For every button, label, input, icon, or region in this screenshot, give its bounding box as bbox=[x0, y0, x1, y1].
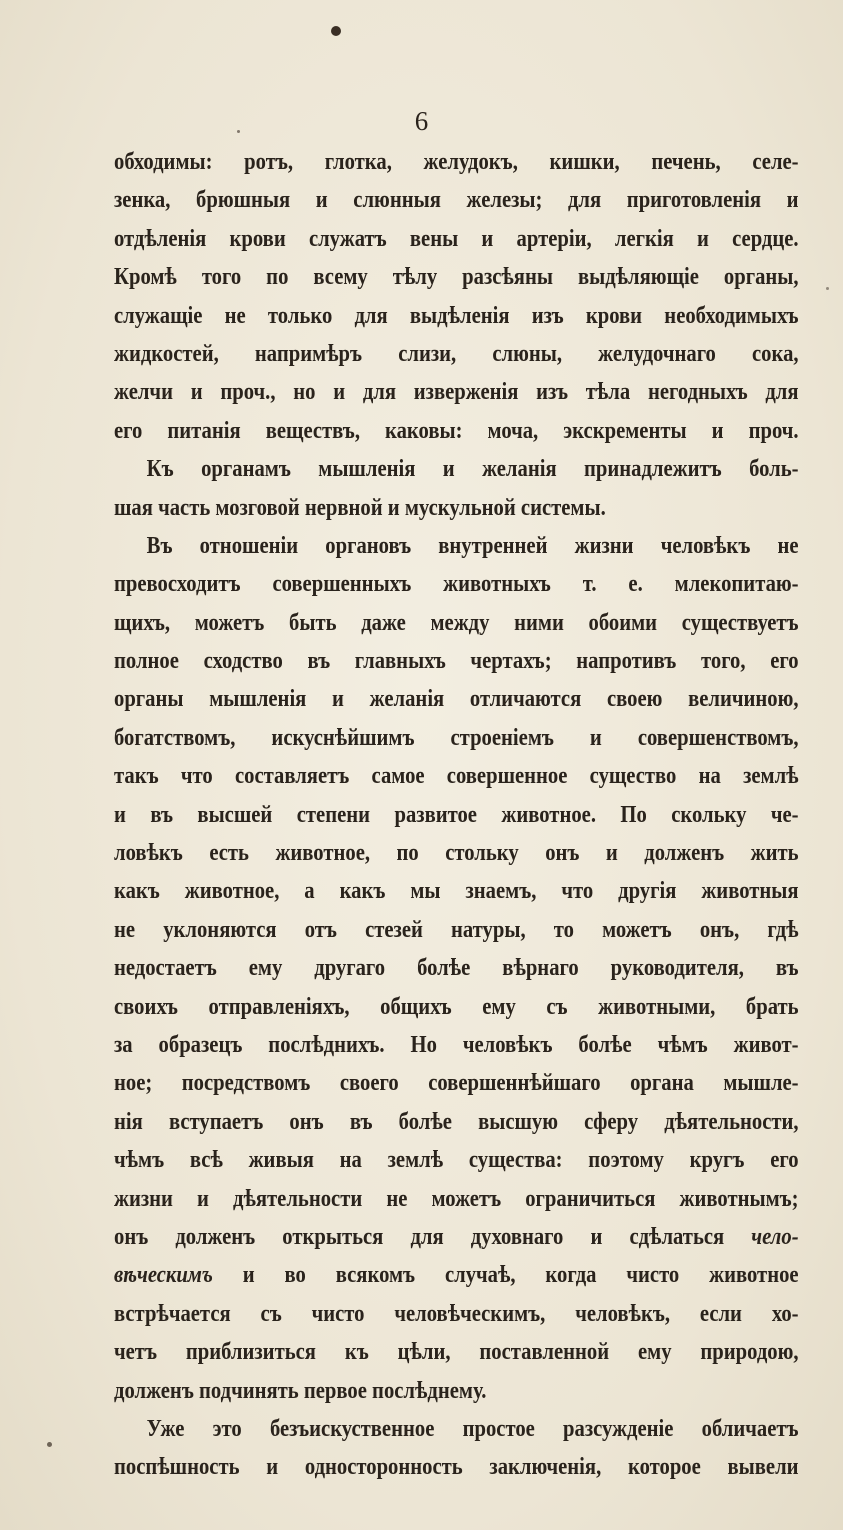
text-line: его питанія веществъ, каковы: моча, экскременты и проч. bbox=[114, 417, 799, 444]
text-line: зенка, брюшныя и слюнныя железы; для приготовленія и bbox=[114, 187, 799, 214]
text-line: полное сходство въ главныхъ чертахъ; напротивъ того, его bbox=[114, 648, 799, 675]
page-number: 6 bbox=[414, 106, 429, 136]
text-line: жидкостей, напримѣръ слизи, слюны, желудочнаго сока, bbox=[114, 340, 799, 367]
italic-word: вѣческимъ bbox=[114, 1262, 213, 1289]
paragraph-first-line: Къ органамъ мышленія и желанія принадлежитъ боль- bbox=[146, 456, 799, 483]
text-line: четъ приблизиться къ цѣли, поставленной ему природою, bbox=[114, 1339, 799, 1366]
text-line: такъ что составляетъ самое совершенное существо на землѣ bbox=[114, 763, 799, 790]
text-line: своихъ отправленіяхъ, общихъ ему съ животными, брать bbox=[114, 993, 799, 1020]
text-line: органы мышленія и желанія отличаются своею величиною, bbox=[114, 686, 799, 713]
text-line: долженъ подчинять первое послѣднему. bbox=[114, 1377, 487, 1404]
text-line: чѣмъ всѣ живыя на землѣ существа: поэтому кругъ его bbox=[114, 1147, 799, 1174]
text-line: ное; посредствомъ своего совершеннѣйшаго органа мышле- bbox=[114, 1070, 799, 1097]
text-line bbox=[114, 1256, 799, 1294]
text-line: за образецъ послѣднихъ. Но человѣкъ болѣе чѣмъ живот- bbox=[114, 1031, 799, 1058]
text-line: не уклоняются отъ стезей натуры, то можетъ онъ, гдѣ bbox=[114, 916, 799, 943]
text-line: щихъ, можетъ быть даже между ними обоими существуетъ bbox=[114, 609, 799, 636]
ink-spot bbox=[331, 26, 341, 36]
text-fragment: и во всякомъ случаѣ, когда чисто животное bbox=[242, 1262, 799, 1289]
text-line: недостаетъ ему другаго болѣе вѣрнаго руководителя, въ bbox=[114, 955, 799, 982]
text-line: встрѣчается съ чисто человѣческимъ, человѣкъ, если хо- bbox=[114, 1300, 799, 1327]
italic-word: чело- bbox=[751, 1223, 799, 1250]
text-line: превосходитъ совершенныхъ животныхъ т. е. млекопитаю- bbox=[114, 571, 799, 598]
paragraph-first-line: Въ отношеніи органовъ внутренней жизни человѣкъ не bbox=[146, 532, 799, 559]
text-line: желчи и проч., но и для изверженія изъ тѣла негодныхъ для bbox=[114, 379, 799, 406]
text-line: служащіе не только для выдѣленія изъ крови необходимыхъ bbox=[114, 302, 799, 329]
text-line: и въ высшей степени развитое животное. По скольку че- bbox=[114, 801, 799, 828]
text-line: ловѣкъ есть животное, по стольку онъ и долженъ жить bbox=[114, 840, 799, 867]
text-line: богатствомъ, искуснѣйшимъ строеніемъ и совершенствомъ, bbox=[114, 724, 799, 751]
text-line: поспѣшность и односторонность заключенія, которое вывели bbox=[114, 1454, 799, 1481]
text-fragment: онъ долженъ открыться для духовнаго и сдѣлаться bbox=[114, 1223, 725, 1250]
text-line: Кромѣ того по всему тѣлу разсѣяны выдѣляющіе органы, bbox=[114, 264, 799, 291]
text-line: жизни и дѣятельности не можетъ ограничиться животнымъ; bbox=[114, 1185, 799, 1212]
text-line: шая часть мозговой нервной и мускульной системы. bbox=[114, 494, 606, 521]
text-line: обходимы: ротъ, глотка, желудокъ, кишки, печень, селе- bbox=[114, 149, 799, 175]
paragraph-first-line: Уже это безъискуственное простое разсужденіе обличаетъ bbox=[146, 1415, 799, 1442]
body-text bbox=[114, 143, 799, 1487]
text-line: отдѣленія крови служатъ вены и артеріи, легкія и сердце. bbox=[114, 225, 799, 252]
text-line: нія вступаетъ онъ въ болѣе высшую сферу дѣятельности, bbox=[114, 1108, 799, 1135]
text-line bbox=[114, 1218, 799, 1256]
paper-speck bbox=[47, 1442, 52, 1447]
text-line: какъ животное, а какъ мы знаемъ, что другія животныя bbox=[114, 878, 799, 905]
paper-speck bbox=[826, 287, 829, 290]
